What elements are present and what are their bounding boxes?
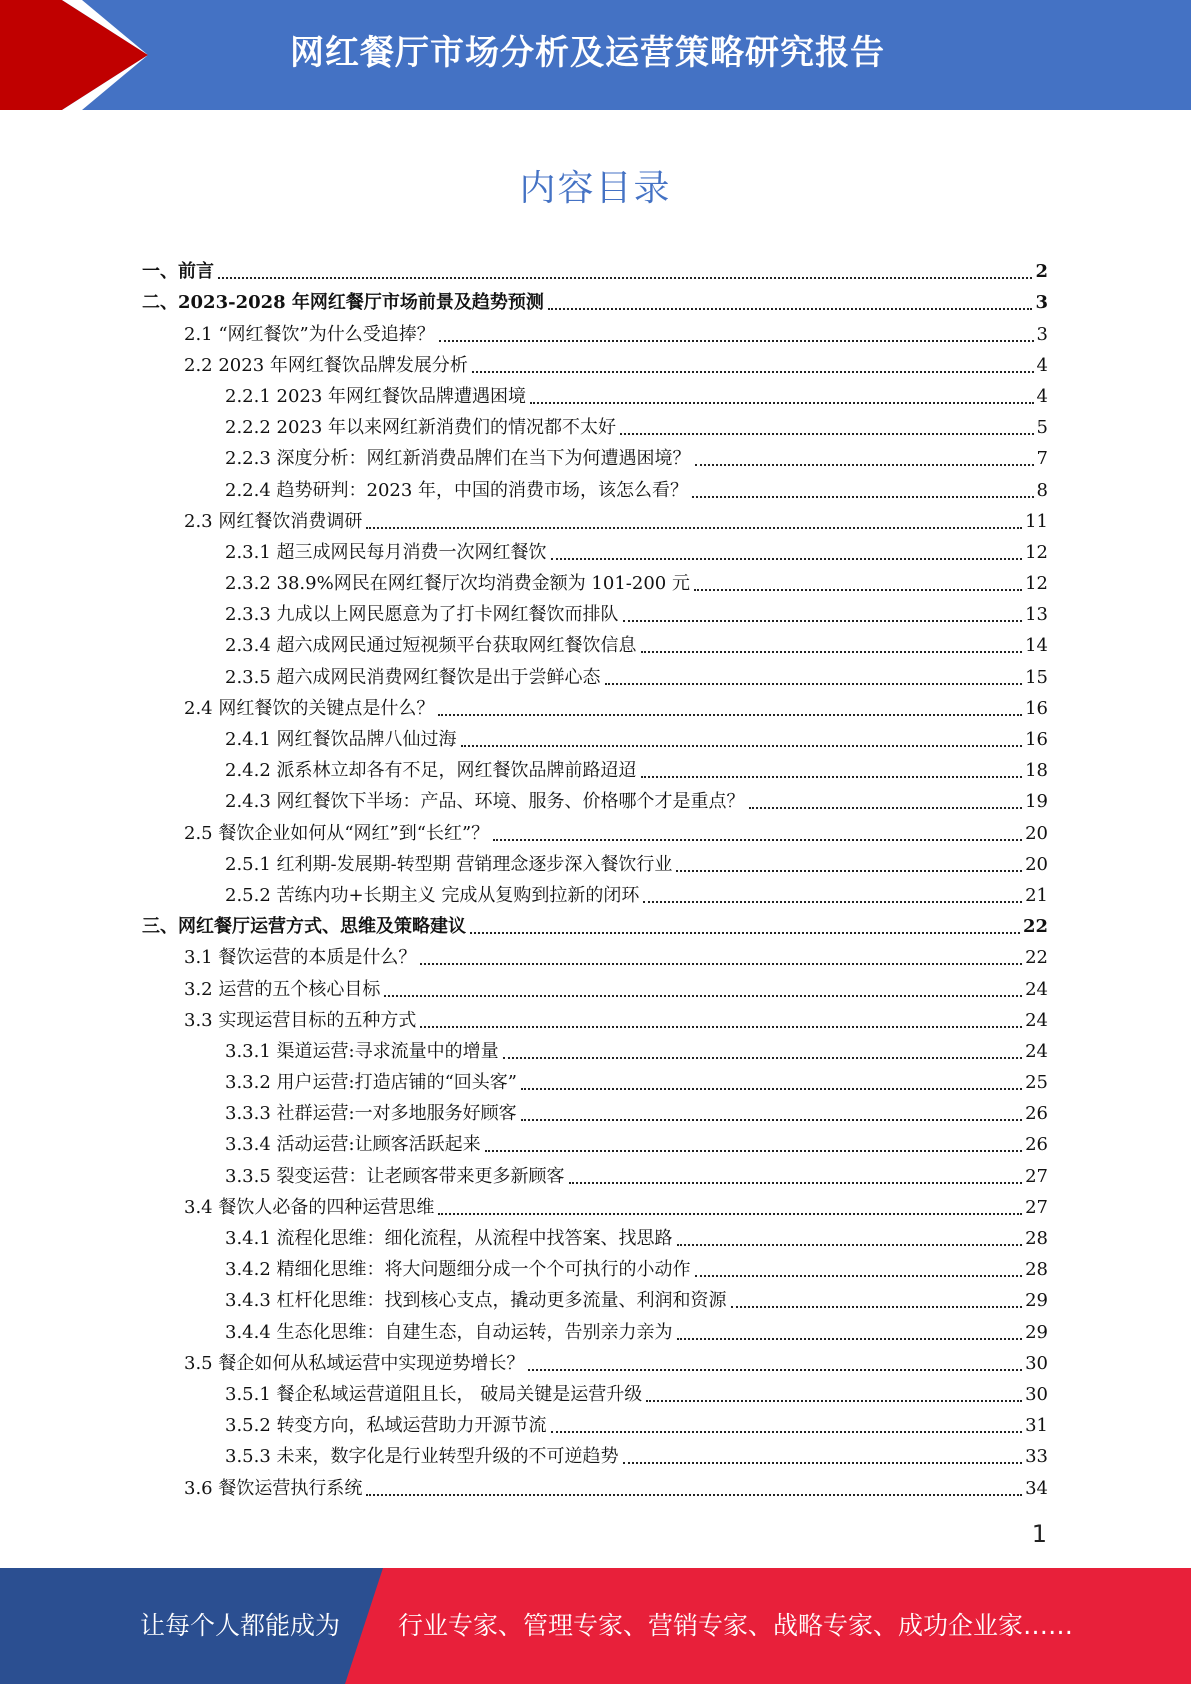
- toc-dot-leader: [731, 1306, 1023, 1308]
- toc-dot-leader: [485, 1150, 1023, 1152]
- toc-entry-title: 2.2.4 趋势研判：2023 年，中国的消费市场，该怎么看？: [225, 479, 689, 501]
- toc-dot-leader: [420, 1026, 1022, 1028]
- toc-dot-leader: [438, 714, 1022, 716]
- toc-dot-leader: [692, 496, 1033, 498]
- toc-entry-title: 3.5 餐企如何从私域运营中实现逆势增长？: [184, 1352, 525, 1374]
- toc-entry-title: 3.3.3 社群运营:一对多地服务好顾客: [225, 1103, 517, 1125]
- toc-dot-leader: [366, 1494, 1022, 1496]
- toc-entry[interactable]: [142, 1376, 1048, 1407]
- toc-entry-title: 2.2.2 2023 年以来网红新消费们的情况都不太好: [225, 417, 617, 439]
- toc-entry-page: 28: [1025, 1228, 1048, 1249]
- toc-heading: 内容目录: [519, 168, 672, 209]
- toc-entry[interactable]: [142, 752, 1048, 783]
- toc-entry-page: 13: [1025, 604, 1048, 626]
- toc-entry-title: 2.4 网红餐饮的关键点是什么？: [184, 697, 435, 719]
- toc-entry-page: 31: [1025, 1415, 1048, 1437]
- toc-entry-title: 2.2.3 深度分析：网红新消费品牌们在当下为何遭遇困境？: [225, 448, 691, 470]
- toc-entry-page: 5: [1036, 417, 1048, 439]
- toc-entry-page: 24: [1025, 978, 1048, 1000]
- toc-entry-title: 3.3.4 活动运营:让顾客活跃起来: [225, 1134, 481, 1156]
- toc-entry[interactable]: [142, 1095, 1048, 1126]
- toc-entry-title: 二、2023-2028 年网红餐厅市场前景及趋势预测: [142, 292, 544, 314]
- toc-entry-page: 30: [1025, 1383, 1048, 1405]
- report-title: 网红餐厅市场分析及运营策略研究报告: [290, 33, 885, 73]
- toc-entry-page: 22: [1025, 947, 1048, 969]
- toc-entry[interactable]: [142, 440, 1048, 471]
- toc-dot-leader: [623, 620, 1023, 622]
- toc-entry[interactable]: [142, 939, 1048, 970]
- toc-entry[interactable]: [142, 1313, 1048, 1344]
- footer-slogan-left: 让每个人都能成为: [140, 1611, 341, 1640]
- toc-entry-title: 3.1 餐饮运营的本质是什么？: [184, 947, 417, 969]
- footer-slogan-right: 行业专家、管理专家、营销专家、战略专家、成功企业家……: [398, 1611, 1074, 1640]
- toc-dot-leader: [695, 1275, 1023, 1277]
- toc-entry[interactable]: [142, 378, 1048, 409]
- toc-entry[interactable]: [142, 1438, 1048, 1469]
- toc-entry-title: 2.4.2 派系林立却各有不足，网红餐饮品牌前路迢迢: [225, 760, 637, 782]
- toc-entry-title: 三、网红餐厅运营方式、思维及策略建议: [142, 916, 466, 938]
- toc-entry-page: 4: [1036, 354, 1048, 376]
- toc-entry-title: 3.3 实现运营目标的五种方式: [184, 1009, 417, 1031]
- toc-entry[interactable]: [142, 1220, 1048, 1251]
- toc-dot-leader: [677, 1338, 1023, 1340]
- toc-entry[interactable]: [142, 1002, 1048, 1033]
- toc-entry-page: 18: [1025, 760, 1048, 782]
- toc-entry[interactable]: [142, 1033, 1048, 1064]
- toc-entry[interactable]: [142, 471, 1048, 502]
- toc-entry-page: 4: [1036, 385, 1048, 407]
- toc-entry-title: 3.4.1 流程化思维：细化流程，从流程中找答案、找思路: [225, 1228, 673, 1249]
- toc-entry[interactable]: [142, 690, 1048, 721]
- toc-entry-page: 3: [1035, 292, 1048, 314]
- toc-entry[interactable]: [142, 1345, 1048, 1376]
- toc-entry-page: 27: [1025, 1165, 1048, 1187]
- toc-dot-leader: [646, 1400, 1022, 1402]
- toc-entry[interactable]: [142, 1126, 1048, 1157]
- toc-entry[interactable]: [142, 503, 1048, 534]
- toc-dot-leader: [366, 527, 1022, 529]
- toc-dot-leader: [472, 371, 1034, 373]
- toc-entry-title: 3.3.5 裂变运营：让老顾客带来更多新顾客: [225, 1165, 565, 1187]
- toc-dot-leader: [749, 807, 1023, 809]
- toc-dot-leader: [695, 464, 1034, 466]
- toc-dot-leader: [677, 1244, 1023, 1246]
- toc-entry[interactable]: [142, 814, 1048, 845]
- toc-entry-page: 26: [1025, 1103, 1048, 1125]
- toc-dot-leader: [676, 870, 1022, 872]
- toc-entry[interactable]: [142, 721, 1048, 752]
- toc-dot-leader: [530, 402, 1033, 404]
- toc-entry-page: 14: [1025, 635, 1048, 657]
- toc-dot-leader: [551, 558, 1023, 560]
- toc-entry-title: 一、前言: [142, 261, 214, 283]
- toc-dot-leader: [521, 1088, 1022, 1090]
- toc-entry[interactable]: [142, 970, 1048, 1001]
- toc-dot-leader: [694, 589, 1022, 591]
- toc-entry[interactable]: [142, 1189, 1048, 1220]
- toc-entry[interactable]: [142, 783, 1048, 814]
- toc-entry[interactable]: [142, 1157, 1048, 1188]
- toc-entry-title: 2.4.3 网红餐饮下半场：产品、环境、服务、价格哪个才是重点？: [225, 791, 745, 813]
- toc-dot-leader: [218, 277, 1032, 279]
- toc-entry-title: 2.3.3 九成以上网民愿意为了打卡网红餐饮而排队: [225, 604, 619, 626]
- toc-entry-title: 3.3.1 渠道运营:寻求流量中的增量: [225, 1040, 499, 1062]
- toc-entry-page: 24: [1025, 1009, 1048, 1031]
- toc-dot-leader: [521, 1119, 1023, 1121]
- toc-entry-page: 26: [1025, 1134, 1048, 1156]
- toc-entry-page: 25: [1025, 1072, 1048, 1094]
- toc-entry-title: 2.3.1 超三成网民每月消费一次网红餐饮: [225, 541, 547, 563]
- toc-entry[interactable]: [142, 846, 1048, 877]
- toc-entry-page: 20: [1025, 853, 1048, 875]
- toc-entry-page: 12: [1025, 541, 1048, 563]
- toc-entry[interactable]: [142, 596, 1048, 627]
- toc-entry-page: 16: [1025, 697, 1048, 719]
- page-header: [0, 0, 1191, 110]
- toc-entry-page: 24: [1025, 1040, 1048, 1062]
- toc-entry[interactable]: [142, 1282, 1048, 1313]
- toc-dot-leader: [551, 1431, 1023, 1433]
- toc-entry[interactable]: [142, 315, 1048, 346]
- toc-entry[interactable]: [142, 565, 1048, 596]
- toc-entry-title: 2.3.4 超六成网民通过短视频平台获取网红餐饮信息: [225, 635, 637, 657]
- toc-entry-page: 19: [1025, 791, 1048, 813]
- toc-entry[interactable]: [142, 627, 1048, 658]
- toc-entry-title: 2.3.5 超六成网民消费网红餐饮是出于尝鲜心态: [225, 666, 601, 688]
- toc-dot-leader: [420, 963, 1022, 965]
- toc-entry-title: 3.3.2 用户运营:打造店铺的“回头客”: [225, 1072, 517, 1094]
- toc-entry-title: 3.6 餐饮运营执行系统: [184, 1477, 363, 1499]
- page-footer: [0, 1568, 1191, 1684]
- toc-entry-page: 8: [1036, 479, 1048, 501]
- toc-entry-title: 3.5.3 未来，数字化是行业转型升级的不可逆趋势: [225, 1446, 619, 1468]
- toc-entry-title: 2.4.1 网红餐饮品牌八仙过海: [225, 729, 457, 750]
- toc-entry-title: 2.2 2023 年网红餐饮品牌发展分析: [184, 354, 468, 376]
- toc-entry-page: 27: [1025, 1196, 1048, 1218]
- table-of-contents: [142, 253, 1048, 1501]
- toc-dot-leader: [641, 651, 1023, 653]
- toc-entry-page: 11: [1025, 510, 1048, 532]
- toc-entry-page: 20: [1025, 822, 1048, 844]
- toc-entry-page: 7: [1036, 448, 1048, 470]
- toc-entry[interactable]: [142, 347, 1048, 378]
- toc-dot-leader: [548, 308, 1033, 310]
- toc-entry[interactable]: [142, 284, 1048, 315]
- toc-dot-leader: [528, 1369, 1022, 1371]
- toc-entry-title: 3.4.4 生态化思维：自建生态，自动运转，告别亲力亲为: [225, 1321, 673, 1343]
- toc-dot-leader: [620, 433, 1033, 435]
- toc-entry[interactable]: [142, 1469, 1048, 1500]
- toc-entry[interactable]: [142, 1064, 1048, 1095]
- toc-entry-title: 2.3.2 38.9%网民在网红餐厅次均消费金额为 101-200 元: [225, 573, 690, 595]
- toc-entry-page: 33: [1025, 1446, 1048, 1468]
- toc-entry-title: 2.1 “网红餐饮”为什么受追捧？: [184, 323, 435, 345]
- toc-entry-page: 29: [1025, 1321, 1048, 1343]
- toc-entry[interactable]: [142, 534, 1048, 565]
- toc-entry-title: 3.4 餐饮人必备的四种运营思维: [184, 1196, 435, 1218]
- toc-dot-leader: [384, 995, 1022, 997]
- toc-entry[interactable]: [142, 877, 1048, 908]
- toc-entry[interactable]: [142, 409, 1048, 440]
- toc-entry-page: 22: [1022, 916, 1048, 938]
- toc-entry-title: 3.5.1 餐企私域运营道阻且长， 破局关键是运营升级: [225, 1383, 643, 1405]
- toc-entry[interactable]: [142, 658, 1048, 689]
- toc-entry-page: 28: [1025, 1259, 1048, 1281]
- toc-entry-title: 2.3 网红餐饮消费调研: [184, 510, 363, 532]
- toc-entry-title: 3.2 运营的五个核心目标: [184, 978, 381, 1000]
- toc-dot-leader: [623, 1462, 1023, 1464]
- page-number: 1: [1031, 1520, 1047, 1548]
- toc-entry-page: 12: [1025, 573, 1048, 595]
- toc-dot-leader: [439, 340, 1034, 342]
- toc-dot-leader: [643, 901, 1022, 903]
- toc-dot-leader: [470, 932, 1020, 934]
- toc-entry-page: 34: [1025, 1477, 1048, 1499]
- toc-entry-page: 15: [1025, 666, 1048, 688]
- toc-entry-title: 3.4.2 精细化思维：将大问题细分成一个个可执行的小动作: [225, 1259, 691, 1281]
- toc-dot-leader: [493, 839, 1022, 841]
- toc-entry-page: 30: [1025, 1352, 1048, 1374]
- toc-dot-leader: [569, 1182, 1023, 1184]
- toc-entry-page: 2: [1035, 261, 1048, 283]
- toc-entry[interactable]: [142, 1407, 1048, 1438]
- toc-dot-leader: [503, 1057, 1023, 1059]
- toc-entry-title: 2.5.2 苦练内功+长期主义 完成从复购到拉新的闭环: [225, 884, 640, 906]
- toc-dot-leader: [461, 745, 1023, 747]
- toc-entry[interactable]: [142, 1251, 1048, 1282]
- toc-entry[interactable]: [142, 253, 1048, 284]
- toc-entry-page: 3: [1036, 323, 1048, 345]
- toc-dot-leader: [438, 1213, 1022, 1215]
- toc-entry-title: 3.4.3 杠杆化思维：找到核心支点，撬动更多流量、利润和资源: [225, 1290, 727, 1312]
- toc-entry-page: 21: [1025, 884, 1048, 906]
- toc-entry-page: 16: [1025, 729, 1048, 750]
- toc-entry-title: 2.5 餐饮企业如何从“网红”到“长红”？: [184, 822, 490, 844]
- toc-entry-title: 3.5.2 转变方向，私域运营助力开源节流: [225, 1415, 547, 1437]
- toc-dot-leader: [641, 776, 1023, 778]
- toc-entry-title: 2.2.1 2023 年网红餐饮品牌遭遇困境: [225, 385, 527, 407]
- toc-entry-title: 2.5.1 红利期-发展期-转型期 营销理念逐步深入餐饮行业: [225, 853, 673, 875]
- toc-entry[interactable]: [142, 908, 1048, 939]
- toc-dot-leader: [605, 683, 1023, 685]
- toc-entry-page: 29: [1025, 1290, 1048, 1312]
